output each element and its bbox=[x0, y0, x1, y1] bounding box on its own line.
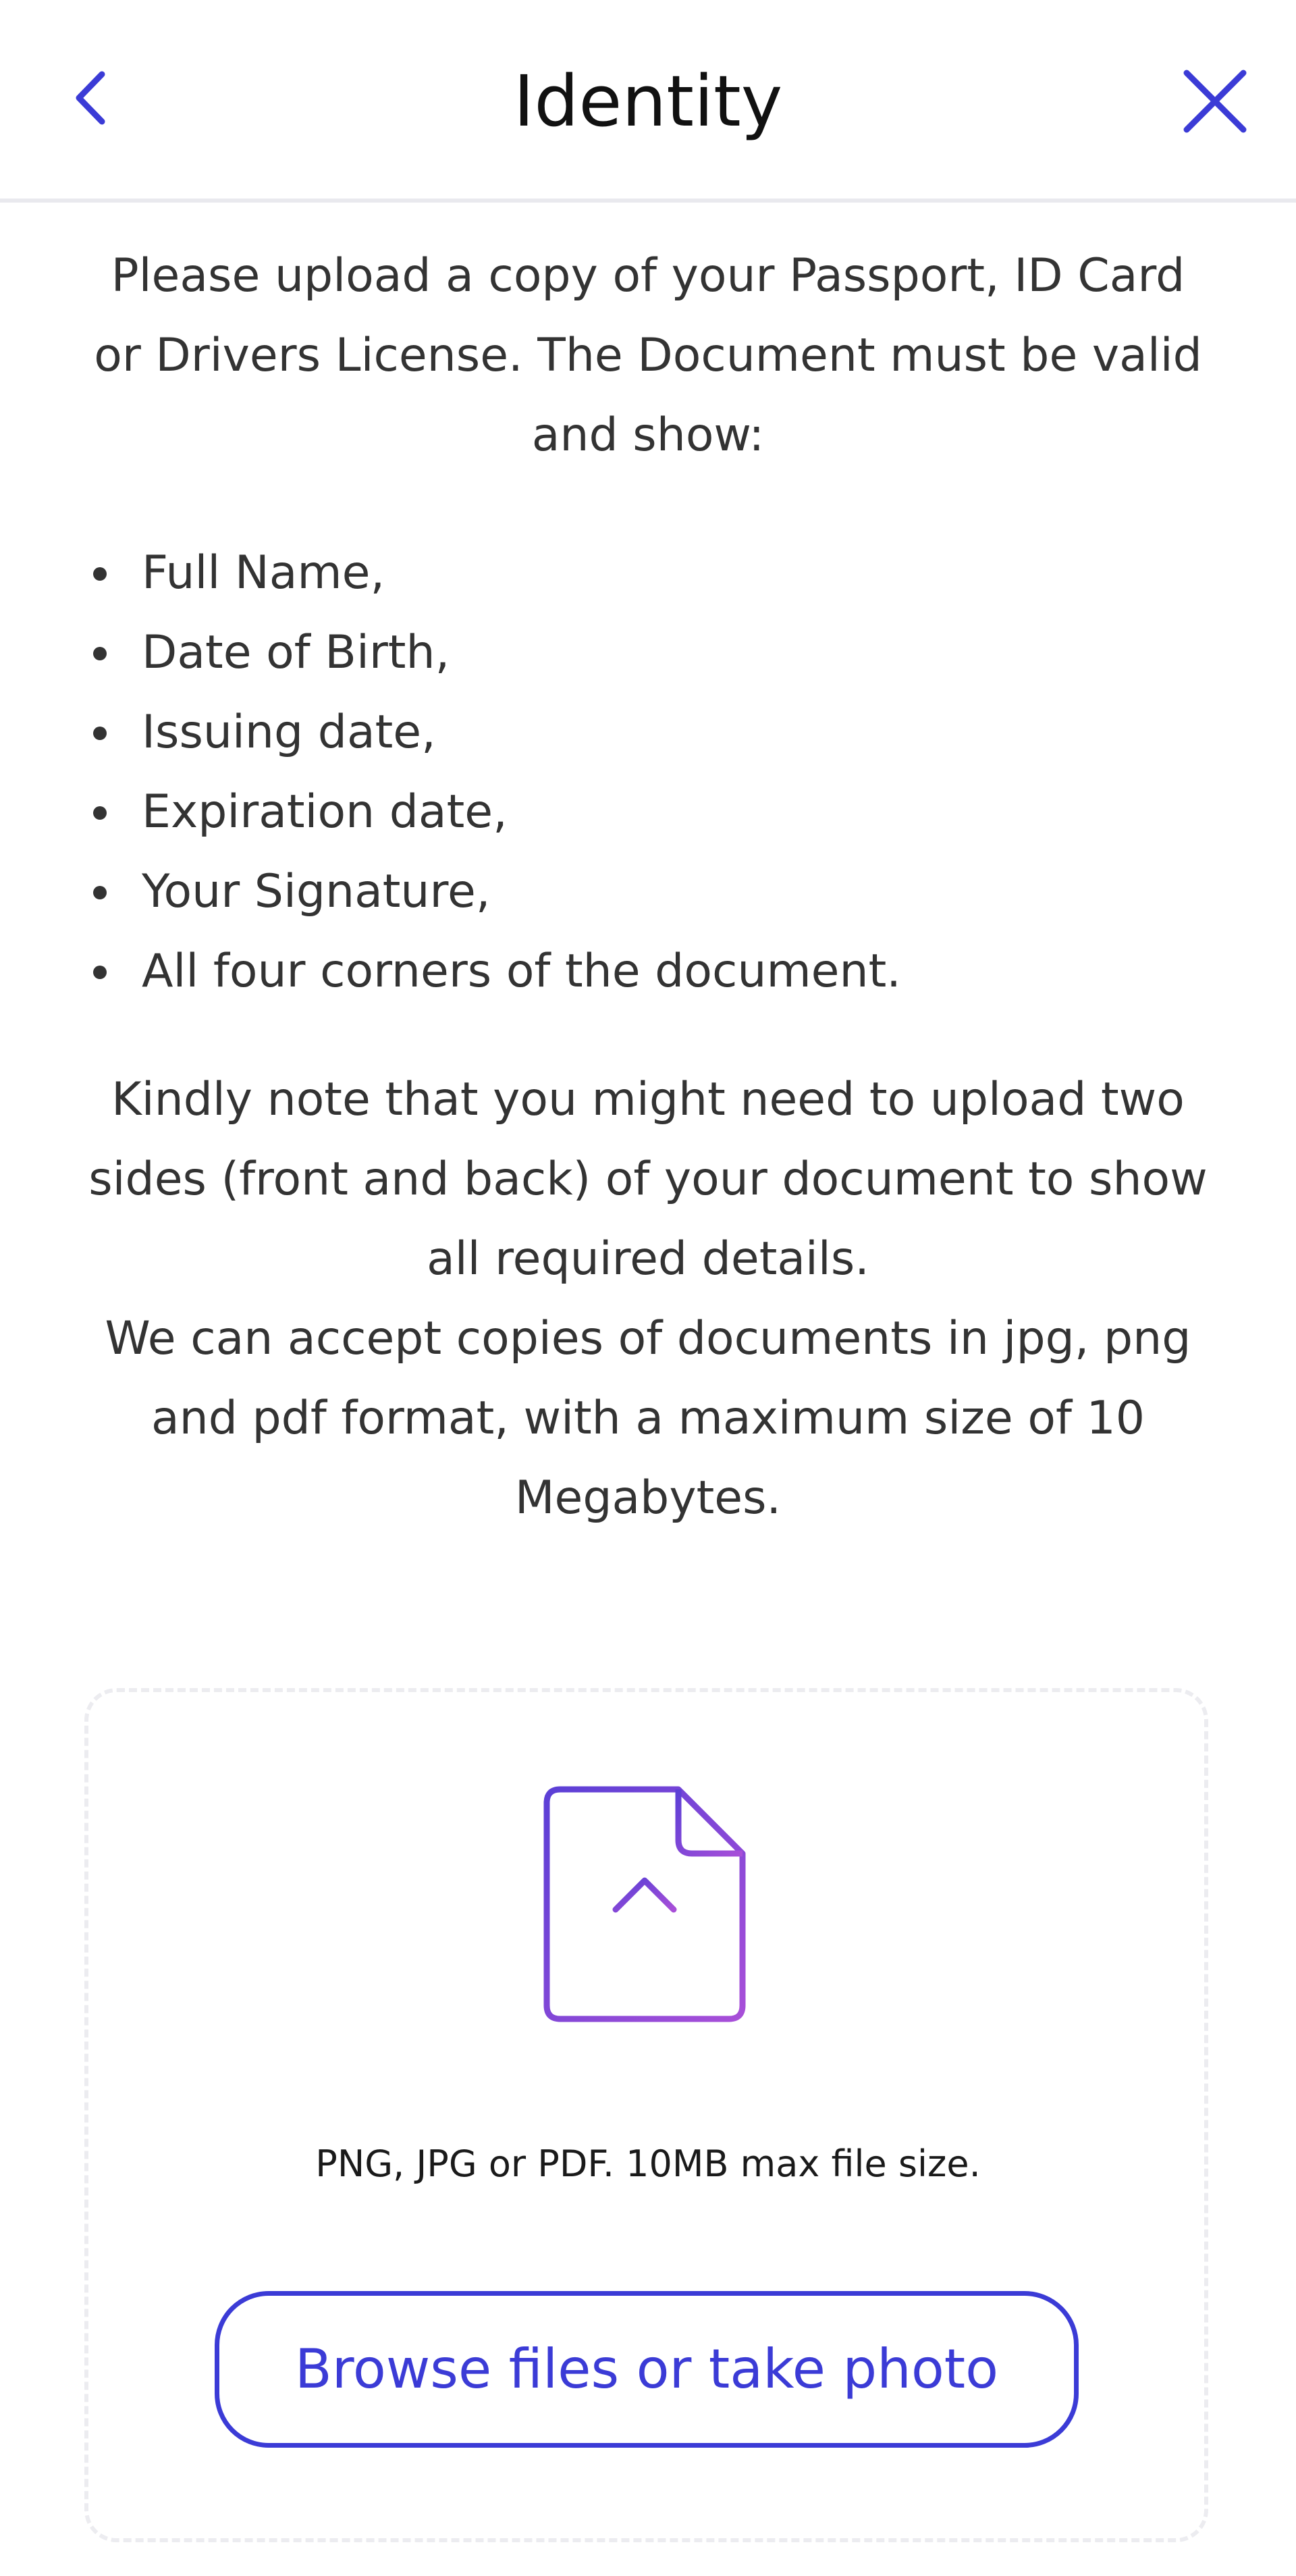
list-item: All four corners of the document. bbox=[81, 932, 1215, 1011]
browse-files-button[interactable]: Browse files or take photo bbox=[215, 2291, 1079, 2448]
upload-note bbox=[81, 1060, 1215, 1538]
requirements-list bbox=[81, 533, 1215, 1011]
file-size-hint: PNG, JPG or PDF. 10MB max file size. bbox=[315, 2143, 981, 2185]
chevron-left-icon bbox=[71, 68, 111, 128]
page-title: Identity bbox=[513, 60, 783, 142]
note-formats: We can accept copies of documents in jpg, png and pdf format, with a maximum size of 10 Megabytes. bbox=[105, 1312, 1191, 1525]
header-bar bbox=[0, 0, 1296, 203]
list-item: Full Name, bbox=[81, 533, 1215, 613]
list-item: Issuing date, bbox=[81, 693, 1215, 772]
list-item: Expiration date, bbox=[81, 772, 1215, 852]
note-sides: Kindly note that you might need to upload two sides (front and back) of your document to show all required details. bbox=[88, 1073, 1208, 1286]
close-icon bbox=[1181, 68, 1249, 135]
file-upload-icon bbox=[540, 1776, 756, 2032]
intro-text: Please upload a copy of your Passport, ID Card or Drivers License. The Document must be valid and show: bbox=[94, 249, 1202, 462]
list-item: Date of Birth, bbox=[81, 613, 1215, 693]
close-button[interactable] bbox=[1174, 61, 1256, 142]
back-button[interactable] bbox=[54, 61, 128, 135]
list-item: Your Signature, bbox=[81, 852, 1215, 932]
